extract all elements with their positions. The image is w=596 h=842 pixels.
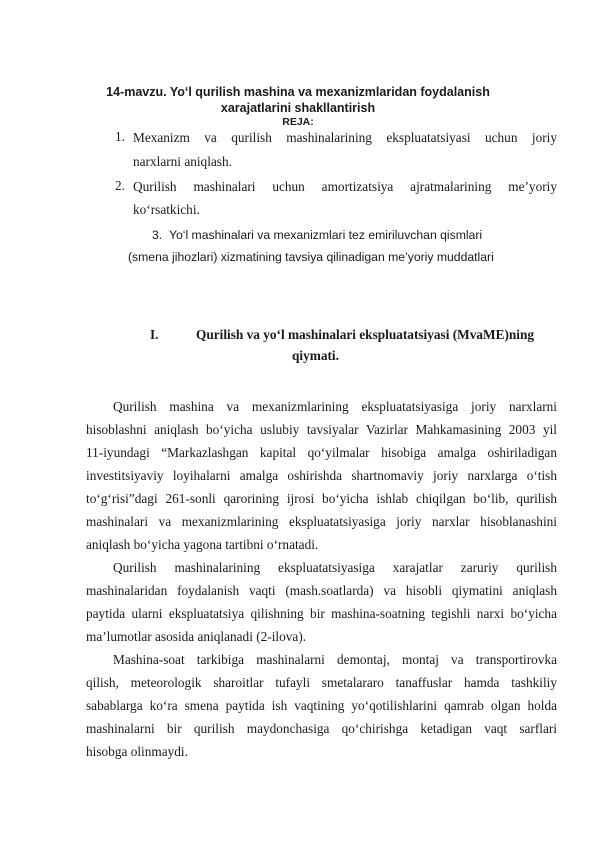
section-heading-line-2: qiymati.: [292, 348, 339, 363]
paragraph-line: investitsiyaviy loyihalarni amalga oshirishda shartnomaviy joriy narxlarga o‘tish: [86, 468, 557, 483]
paragraph-line: sabablarga ko‘ra smena paytida ish vaqtining yo‘qotilishlarini qamrab olgan holda: [86, 698, 557, 713]
plan-item-3: [152, 226, 482, 244]
paragraph-line: mashinalaridan foydalanish vaqti (mash.soatlarda) va hisobli qiymatini aniqlash: [86, 583, 557, 598]
plan-item-1-line-2: narxlarni aniqlash.: [133, 154, 232, 169]
plan-item-1-number: 1.: [115, 129, 125, 144]
paragraph-line: mashinalarni bir qurilish maydonchasiga qo‘chirishga ketadigan vaqt sarflari: [86, 721, 557, 736]
paragraph-line: qilish, meteorologik sharoitlar tufayli smetalararo tanaffuslar hamda tashkiliy: [86, 675, 557, 690]
plan-item-3-line-2: (smena jihozlari) xizmatining tavsiya qilinadigan me’yoriy muddatlari: [128, 250, 494, 264]
document-title: [80, 84, 516, 116]
section-number: I.: [150, 327, 159, 342]
paragraph-line: Qurilish mashinalarining ekspluatatsiyasiga xarajatlar zaruriy qurilish: [113, 560, 557, 575]
reja-label: REJA:: [282, 116, 314, 128]
paragraph-line: 11-iyundagi “Markazlashgan kapital qo‘yilmalar hisobiga amalga oshiriladigan: [86, 445, 557, 460]
plan-item-3-number: 3.: [152, 228, 163, 242]
plan-item-2-line-1: Qurilish mashinalari uchun amortizatsiya ajratmalarining me’yoriy: [133, 179, 557, 194]
paragraph-line: hisoblashni aniqlash bo‘yicha uslubiy tavsiyalar Vazirlar Mahkamasining 2003 yil: [86, 422, 557, 437]
plan-item-1-line-1: Mexanizm va qurilish mashinalarining ekspluatatsiyasi uchun joriy: [133, 130, 557, 145]
paragraph-line: paytida ularni ekspluatatsiya qilishning bir mashina-soatning tegishli narxi bo‘yicha: [86, 606, 557, 621]
title-line-2: xarajatlarini shakllantirish: [220, 101, 376, 115]
paragraph-line: aniqlash bo‘yicha yagona tartibni o‘rnatadi.: [86, 537, 319, 552]
section-heading-line-1: Qurilish va yo‘l mashinalari ekspluatatsiyasi (MvaME)ning: [196, 327, 534, 342]
paragraph-line: to‘g‘risi”dagi 261-sonli qarorining ijrosi bo‘yicha ishlab chiqilgan bo‘lib, qurilish: [86, 491, 557, 506]
title-line-1: 14-mavzu. Yo‘l qurilish mashina va mexanizmlaridan foydalanish: [106, 85, 490, 99]
paragraph-line: Qurilish mashina va mexanizmlarining ekspluatatsiyasiga joriy narxlarni: [113, 399, 557, 414]
paragraph-line: ma’lumotlar asosida aniqlanadi (2-ilova).: [86, 629, 307, 644]
paragraph-line: hisobga olinmaydi.: [86, 744, 188, 759]
plan-item-2-number: 2.: [115, 178, 125, 193]
paragraph-line: mashinalari va mexanizmlarining ekspluatatsiyasiga joriy narxlar hisoblanashini: [86, 514, 557, 529]
plan-item-2-line-2: ko‘rsatkichi.: [133, 202, 200, 217]
paragraph-line: Mashina-soat tarkibiga mashinalarni demontaj, montaj va transportirovka: [113, 652, 557, 667]
plan-item-3-line-1: Yo‘l mashinalari va mexanizmlari tez emiriluvchan qismlari: [168, 228, 483, 242]
